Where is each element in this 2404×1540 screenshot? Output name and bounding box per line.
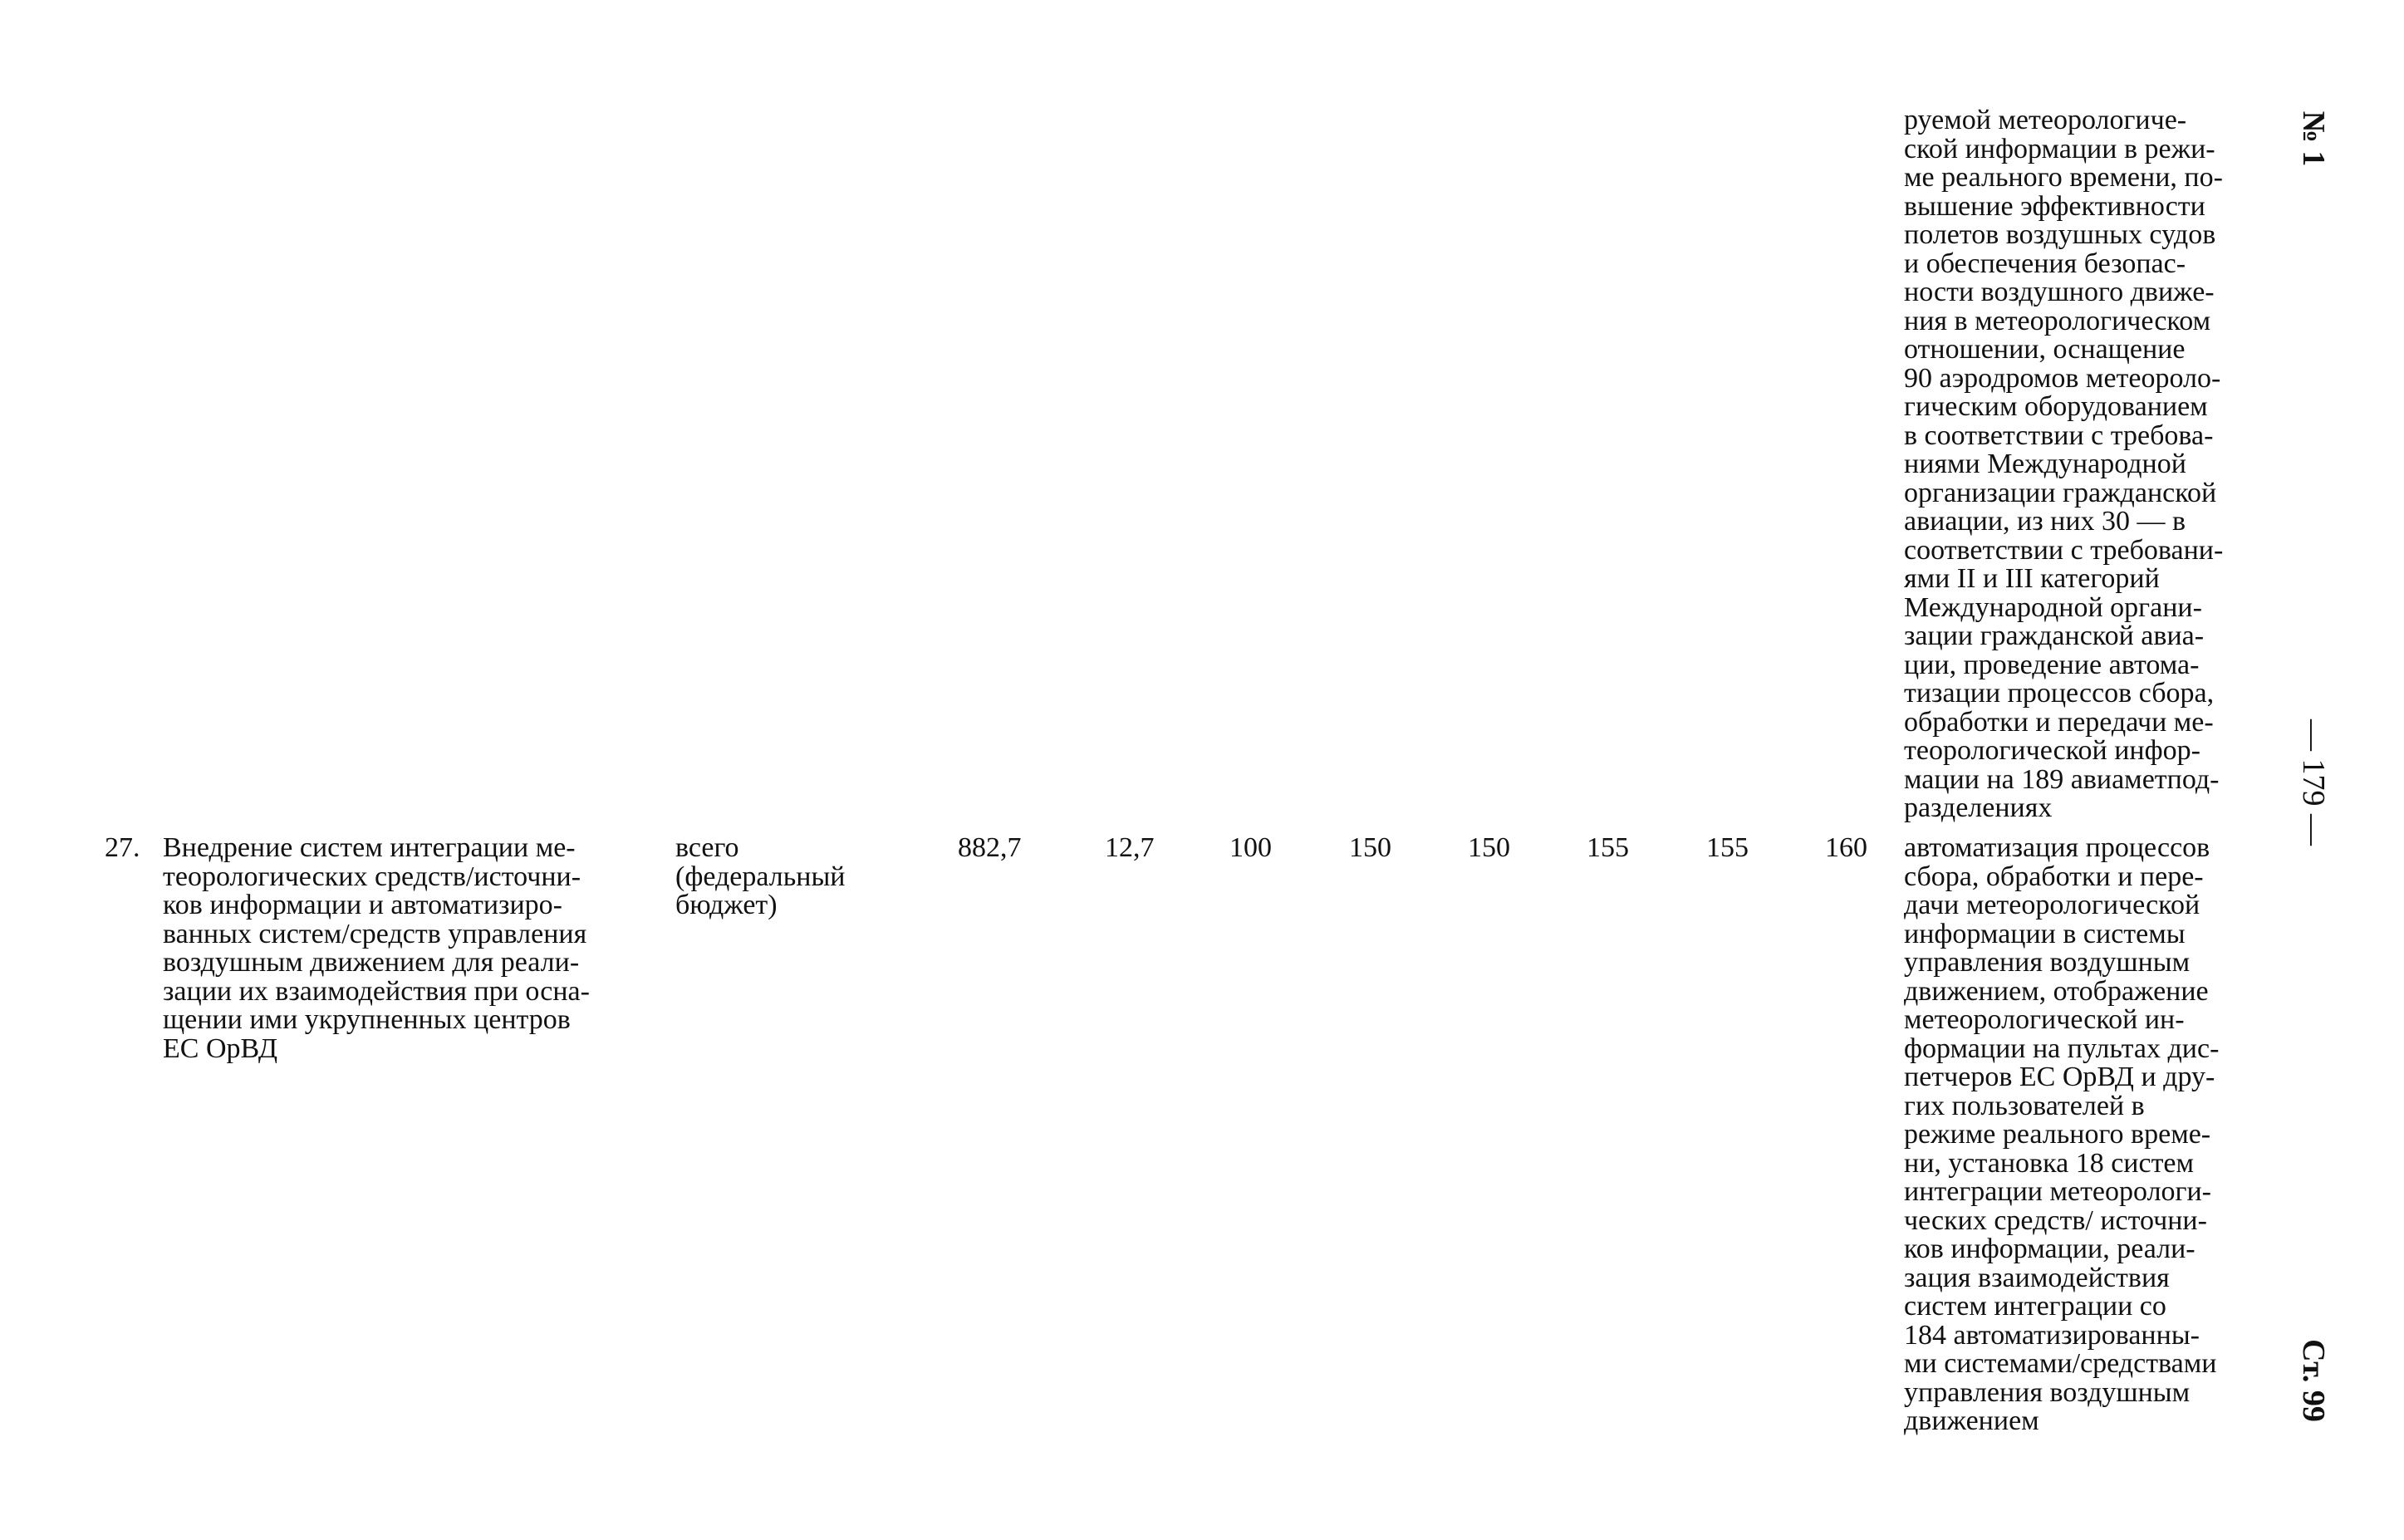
text-line: ния в метеорологическом	[1904, 305, 2211, 336]
row-value-cell: 160	[1825, 832, 1867, 863]
text-line: ческих средств/ источни-	[1904, 1204, 2207, 1236]
text-line: зация взаимодействия	[1904, 1262, 2170, 1293]
text-line: мации на 189 авиаметпод-	[1904, 763, 2220, 795]
text-line: тизации процессов сбора,	[1904, 678, 2215, 709]
issue-number: № 1	[2296, 110, 2331, 167]
text-line: ни, установка 18 систем	[1904, 1147, 2195, 1179]
text-line: ями II и III категорий	[1904, 563, 2160, 594]
text-line: движением, отображение	[1904, 975, 2209, 1007]
row-total: 882,7	[958, 832, 1022, 863]
text-line: 90 аэродромов метеороло-	[1904, 362, 2221, 394]
text-line: отношении, оснащение	[1904, 334, 2186, 365]
text-line: полетов воздушных судов	[1904, 219, 2216, 250]
text-line: и обеспечения безопас-	[1904, 248, 2186, 279]
text-line: режиме реального време-	[1904, 1119, 2211, 1150]
text-line: зации их взаимодействия при осна-	[163, 975, 590, 1007]
text-line: ков информации, реали-	[1904, 1233, 2195, 1264]
text-line: сбора, обработки и пере-	[1904, 861, 2204, 892]
text-line: управления воздушным	[1904, 947, 2191, 978]
row-value-cell: 12,7	[1105, 832, 1155, 863]
text-line: дачи метеорологической	[1904, 890, 2200, 920]
text-line: ме реального времени, по-	[1904, 162, 2223, 193]
row-measure-name	[163, 834, 643, 1063]
text-line: ской информации в режи-	[1904, 133, 2215, 164]
text-line: организации гражданской	[1904, 477, 2217, 508]
running-header	[2276, 83, 2351, 1462]
text-line: соответствии с требовани-	[1904, 534, 2224, 566]
text-line: ЕС ОрВД	[163, 1032, 278, 1064]
row-value-cell: 155	[1587, 832, 1629, 863]
row-value-cell: 150	[1468, 832, 1510, 863]
row-value-cell: 155	[1706, 832, 1749, 863]
text-line: гическим оборудованием	[1904, 391, 2208, 422]
text-line: ванных систем/средств управления	[163, 918, 587, 949]
row-value-cell: 100	[1229, 832, 1272, 863]
text-line: управления воздушным	[1904, 1376, 2191, 1408]
text-line: Международной органи-	[1904, 591, 2202, 623]
text-line: разделениях	[1904, 792, 2053, 823]
text-line: ности воздушного движе-	[1904, 277, 2215, 307]
text-line: ции, проведение автома-	[1904, 649, 2200, 680]
text-line: зации гражданской авиа-	[1904, 620, 2205, 651]
text-line: обработки и передачи ме-	[1904, 706, 2214, 738]
text-line: информации в системы	[1904, 918, 2186, 949]
text-line: теорологических средств/источни-	[163, 861, 581, 892]
text-line: (федеральный	[675, 861, 846, 892]
text-line: гих пользователей в	[1904, 1090, 2145, 1121]
text-line: автоматизация процессов	[1904, 832, 2210, 863]
article-number: Ст. 99	[2296, 1339, 2331, 1422]
text-line: интеграции метеорологи-	[1904, 1176, 2211, 1207]
text-line: ми системами/средствами	[1904, 1348, 2217, 1379]
text-line: ков информации и автоматизиро-	[163, 890, 562, 920]
text-line: Внедрение систем интеграции ме-	[163, 832, 576, 863]
text-line: вышение эффективности	[1904, 190, 2205, 222]
row-number: 27.	[105, 832, 140, 863]
text-line: всего	[675, 832, 739, 863]
row-value-cell: 150	[1349, 832, 1391, 863]
text-line: воздушным движением для реали-	[163, 947, 580, 978]
text-line: движением	[1904, 1405, 2039, 1436]
text-line: формации на пультах дис-	[1904, 1032, 2220, 1064]
row-funding-source	[675, 834, 891, 920]
text-line: теорологической инфор-	[1904, 735, 2200, 766]
row-expected-result	[1904, 834, 2255, 1436]
text-line: 184 автоматизированны-	[1904, 1319, 2200, 1351]
text-line: авиации, из них 30 — в	[1904, 506, 2186, 537]
text-line: в соответствии с требова-	[1904, 419, 2214, 451]
text-line: ниями Международной	[1904, 449, 2186, 479]
text-line: петчеров ЕС ОрВД и дру-	[1904, 1062, 2215, 1092]
text-line: щении ими укрупненных центров	[163, 1004, 571, 1035]
continued-result-text	[1904, 106, 2255, 823]
page-number: — 179 —	[2296, 719, 2331, 846]
text-line: бюджет)	[675, 890, 778, 920]
text-line: руемой метеорологиче-	[1904, 105, 2187, 135]
text-line: систем интеграции со	[1904, 1291, 2166, 1322]
text-line: метеорологической ин-	[1904, 1004, 2185, 1035]
